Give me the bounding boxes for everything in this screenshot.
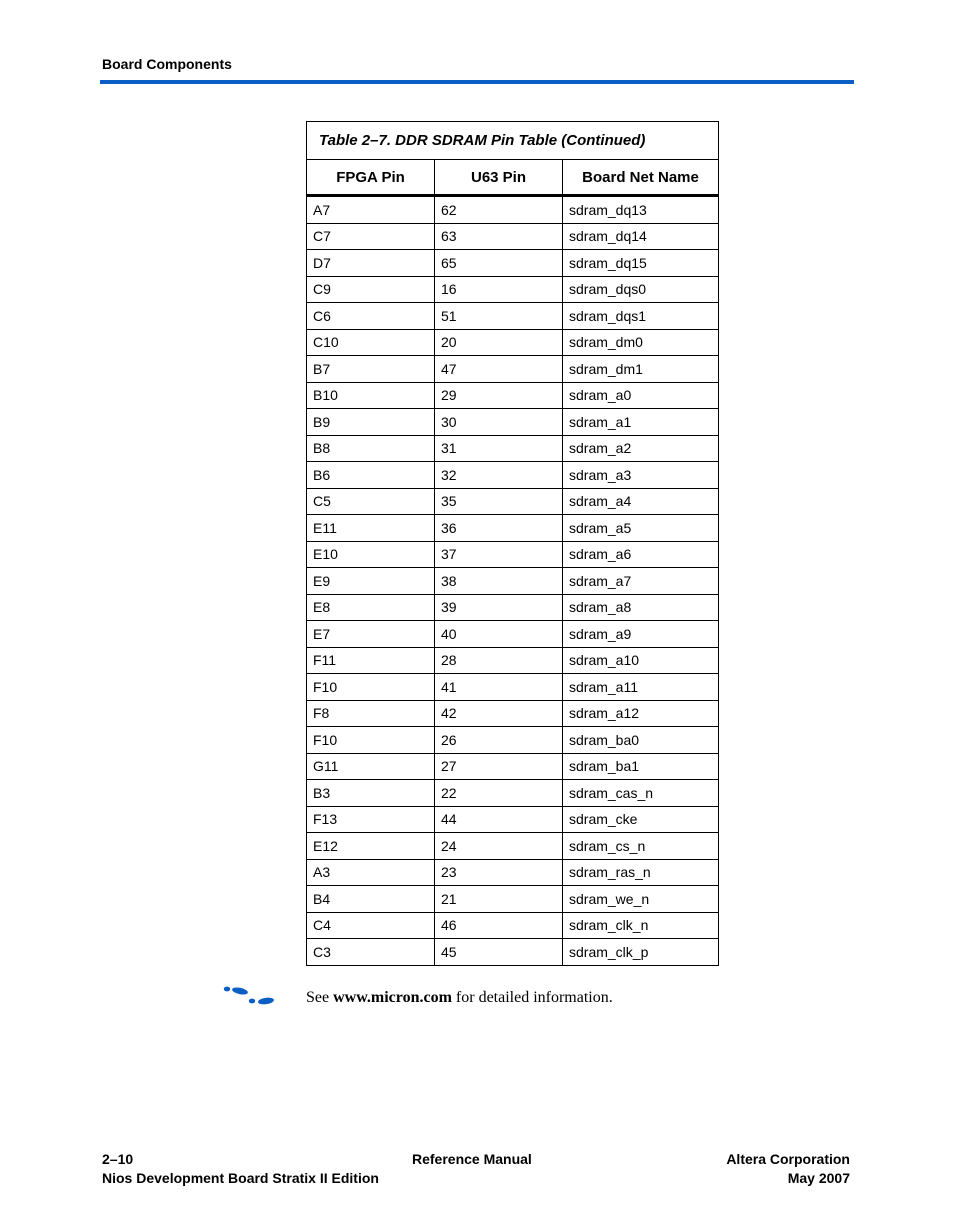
board-net-name-cell: sdram_cas_n xyxy=(563,780,719,807)
footer-company: Altera Corporation xyxy=(726,1151,850,1167)
u63-pin-cell: 28 xyxy=(435,647,563,674)
u63-pin-cell: 16 xyxy=(435,276,563,303)
table-row xyxy=(307,806,719,833)
u63-pin-cell: 65 xyxy=(435,250,563,277)
u63-pin-cell: 37 xyxy=(435,541,563,568)
u63-pin-cell: 39 xyxy=(435,594,563,621)
u63-pin-cell: 29 xyxy=(435,382,563,409)
board-net-name-cell: sdram_clk_p xyxy=(563,939,719,966)
footer-manual-title: Reference Manual xyxy=(412,1151,532,1167)
u63-pin-cell: 44 xyxy=(435,806,563,833)
fpga-pin-cell: F10 xyxy=(307,727,435,754)
table-row xyxy=(307,276,719,303)
u63-pin-cell: 35 xyxy=(435,488,563,515)
table-row xyxy=(307,647,719,674)
table-row xyxy=(307,594,719,621)
header-rule xyxy=(100,80,854,84)
table-body xyxy=(307,196,719,966)
note-text xyxy=(306,989,613,1007)
table-row xyxy=(307,462,719,489)
u63-pin-cell: 20 xyxy=(435,329,563,356)
board-net-name-cell: sdram_dqs1 xyxy=(563,303,719,330)
board-net-name-cell: sdram_a9 xyxy=(563,621,719,648)
fpga-pin-cell: E12 xyxy=(307,833,435,860)
footer-date: May 2007 xyxy=(787,1170,850,1186)
table-row xyxy=(307,674,719,701)
fpga-pin-cell: F11 xyxy=(307,647,435,674)
fpga-pin-cell: E7 xyxy=(307,621,435,648)
fpga-pin-cell: A7 xyxy=(307,196,435,224)
board-net-name-cell: sdram_ba1 xyxy=(563,753,719,780)
fpga-pin-cell: D7 xyxy=(307,250,435,277)
table-row xyxy=(307,833,719,860)
table-row xyxy=(307,700,719,727)
board-net-name-cell: sdram_a2 xyxy=(563,435,719,462)
fpga-pin-cell: F13 xyxy=(307,806,435,833)
board-net-name-cell: sdram_a6 xyxy=(563,541,719,568)
table-caption: Table 2–7. DDR SDRAM Pin Table (Continued) xyxy=(307,122,719,160)
table-row xyxy=(307,488,719,515)
u63-pin-cell: 23 xyxy=(435,859,563,886)
board-net-name-cell: sdram_dq13 xyxy=(563,196,719,224)
fpga-pin-cell: C10 xyxy=(307,329,435,356)
u63-pin-cell: 51 xyxy=(435,303,563,330)
u63-pin-cell: 47 xyxy=(435,356,563,383)
board-net-name-cell: sdram_a8 xyxy=(563,594,719,621)
table-row xyxy=(307,912,719,939)
column-header-board-net-name: Board Net Name xyxy=(563,160,719,196)
fpga-pin-cell: A3 xyxy=(307,859,435,886)
u63-pin-cell: 21 xyxy=(435,886,563,913)
footprints-icon xyxy=(222,985,276,1007)
fpga-pin-cell: E8 xyxy=(307,594,435,621)
u63-pin-cell: 31 xyxy=(435,435,563,462)
board-net-name-cell: sdram_a10 xyxy=(563,647,719,674)
table-row xyxy=(307,303,719,330)
fpga-pin-cell: G11 xyxy=(307,753,435,780)
ddr-sdram-pin-table xyxy=(306,121,719,966)
fpga-pin-cell: C9 xyxy=(307,276,435,303)
u63-pin-cell: 26 xyxy=(435,727,563,754)
fpga-pin-cell: B9 xyxy=(307,409,435,436)
u63-pin-cell: 27 xyxy=(435,753,563,780)
table-row xyxy=(307,859,719,886)
board-net-name-cell: sdram_dq15 xyxy=(563,250,719,277)
note-block xyxy=(222,985,862,1015)
table-row xyxy=(307,356,719,383)
board-net-name-cell: sdram_a7 xyxy=(563,568,719,595)
board-net-name-cell: sdram_dqs0 xyxy=(563,276,719,303)
board-net-name-cell: sdram_we_n xyxy=(563,886,719,913)
table-row xyxy=(307,515,719,542)
table-row xyxy=(307,621,719,648)
board-net-name-cell: sdram_clk_n xyxy=(563,912,719,939)
fpga-pin-cell: E11 xyxy=(307,515,435,542)
note-prefix: See xyxy=(306,989,334,1006)
table-row xyxy=(307,409,719,436)
u63-pin-cell: 62 xyxy=(435,196,563,224)
fpga-pin-cell: B4 xyxy=(307,886,435,913)
fpga-pin-cell: C6 xyxy=(307,303,435,330)
board-net-name-cell: sdram_a11 xyxy=(563,674,719,701)
board-net-name-cell: sdram_cke xyxy=(563,806,719,833)
table-row xyxy=(307,939,719,966)
u63-pin-cell: 32 xyxy=(435,462,563,489)
table-row xyxy=(307,568,719,595)
table-row xyxy=(307,196,719,224)
board-net-name-cell: sdram_cs_n xyxy=(563,833,719,860)
table-row xyxy=(307,329,719,356)
u63-pin-cell: 41 xyxy=(435,674,563,701)
u63-pin-cell: 24 xyxy=(435,833,563,860)
table-row xyxy=(307,435,719,462)
u63-pin-cell: 63 xyxy=(435,223,563,250)
fpga-pin-cell: F8 xyxy=(307,700,435,727)
fpga-pin-cell: B7 xyxy=(307,356,435,383)
fpga-pin-cell: B10 xyxy=(307,382,435,409)
u63-pin-cell: 42 xyxy=(435,700,563,727)
board-net-name-cell: sdram_ras_n xyxy=(563,859,719,886)
fpga-pin-cell: B6 xyxy=(307,462,435,489)
board-net-name-cell: sdram_a4 xyxy=(563,488,719,515)
u63-pin-cell: 38 xyxy=(435,568,563,595)
footer-page-number: 2–10 xyxy=(102,1151,134,1167)
board-net-name-cell: sdram_ba0 xyxy=(563,727,719,754)
u63-pin-cell: 36 xyxy=(435,515,563,542)
fpga-pin-cell: E10 xyxy=(307,541,435,568)
micron-link[interactable]: www.micron.com xyxy=(333,989,452,1006)
column-header-u63-pin: U63 Pin xyxy=(435,160,563,196)
board-net-name-cell: sdram_dq14 xyxy=(563,223,719,250)
running-header: Board Components xyxy=(102,56,232,72)
fpga-pin-cell: C7 xyxy=(307,223,435,250)
column-header-fpga-pin: FPGA Pin xyxy=(307,160,435,196)
fpga-pin-cell: E9 xyxy=(307,568,435,595)
table-row xyxy=(307,250,719,277)
board-net-name-cell: sdram_a12 xyxy=(563,700,719,727)
u63-pin-cell: 46 xyxy=(435,912,563,939)
fpga-pin-cell: F10 xyxy=(307,674,435,701)
u63-pin-cell: 45 xyxy=(435,939,563,966)
board-net-name-cell: sdram_dm1 xyxy=(563,356,719,383)
u63-pin-cell: 22 xyxy=(435,780,563,807)
table-row xyxy=(307,223,719,250)
footer-edition: Nios Development Board Stratix II Edition xyxy=(102,1170,379,1186)
table-row xyxy=(307,541,719,568)
u63-pin-cell: 30 xyxy=(435,409,563,436)
table-row xyxy=(307,382,719,409)
table-row xyxy=(307,886,719,913)
u63-pin-cell: 40 xyxy=(435,621,563,648)
table-row xyxy=(307,780,719,807)
pin-table-container xyxy=(306,121,718,966)
fpga-pin-cell: B8 xyxy=(307,435,435,462)
fpga-pin-cell: B3 xyxy=(307,780,435,807)
fpga-pin-cell: C5 xyxy=(307,488,435,515)
fpga-pin-cell: C4 xyxy=(307,912,435,939)
board-net-name-cell: sdram_a1 xyxy=(563,409,719,436)
fpga-pin-cell: C3 xyxy=(307,939,435,966)
board-net-name-cell: sdram_a5 xyxy=(563,515,719,542)
board-net-name-cell: sdram_a0 xyxy=(563,382,719,409)
board-net-name-cell: sdram_dm0 xyxy=(563,329,719,356)
table-row xyxy=(307,753,719,780)
board-net-name-cell: sdram_a3 xyxy=(563,462,719,489)
table-row xyxy=(307,727,719,754)
note-suffix: for detailed information. xyxy=(451,989,613,1006)
